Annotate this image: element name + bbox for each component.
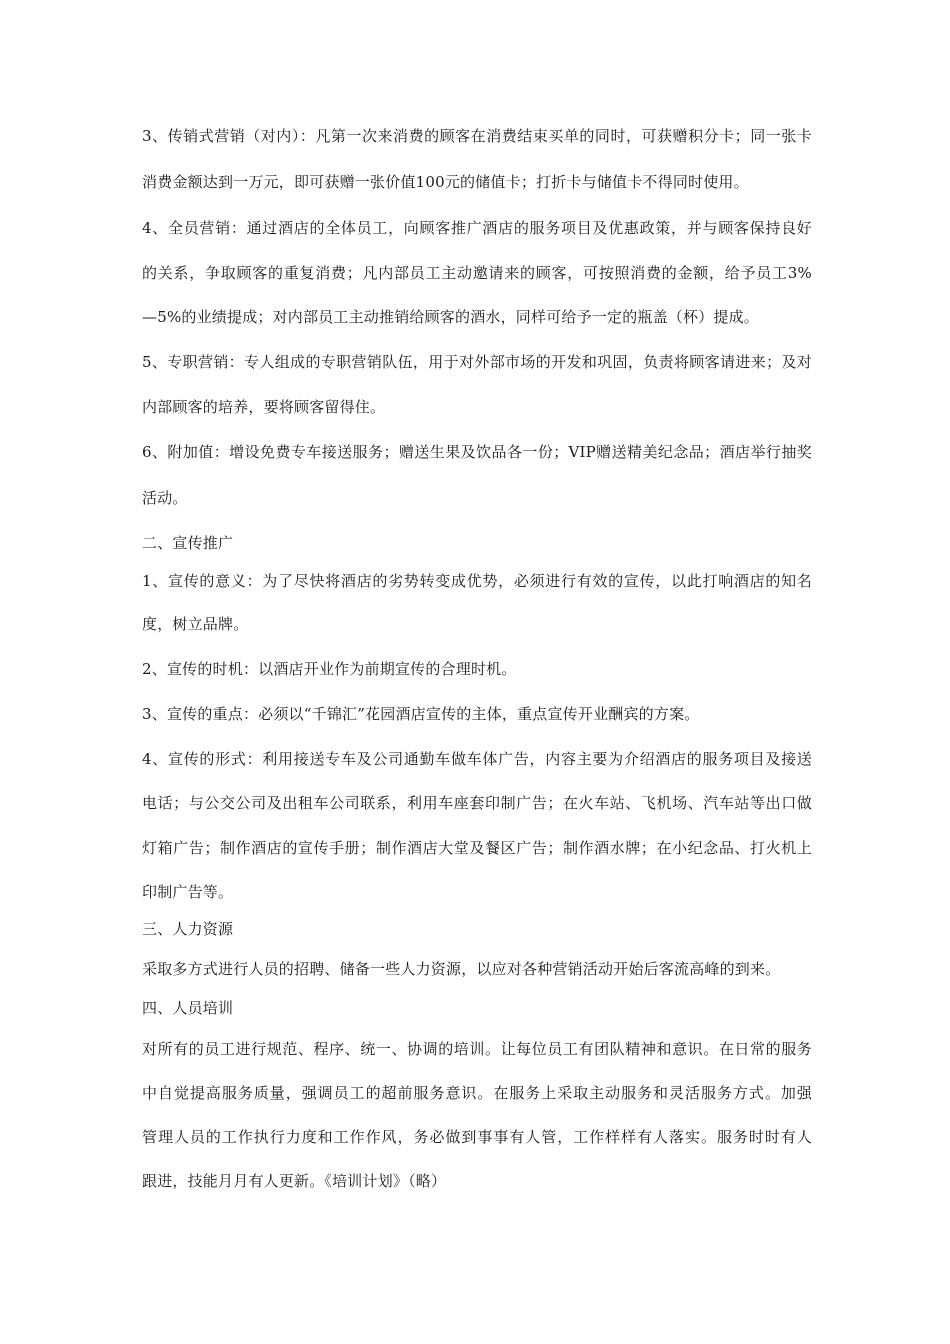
paragraph-line: 管理人员的工作执行力度和工作作风，务必做到事事有人管，工作样样有人落实。服务时时有人 (142, 1128, 812, 1146)
paragraph-line: 活动。 (142, 489, 188, 507)
paragraph-line: —5%的业绩提成；对内部员工主动推销给顾客的酒水，同样可给予一定的瓶盖（杯）提成。 (142, 308, 760, 326)
paragraph-line: 1、宣传的意义：为了尽快将酒店的劣势转变成优势，必须进行有效的宣传，以此打响酒店的知名 (142, 572, 812, 590)
paragraph-line: 5、专职营销：专人组成的专职营销队伍，用于对外部市场的开发和巩固，负责将顾客请进来；及对 (142, 353, 812, 371)
paragraph-line: 灯箱广告；制作酒店的宣传手册；制作酒店大堂及餐区广告；制作酒水牌；在小纪念品、打火机上 (142, 839, 812, 857)
paragraph-line: 跟进，技能月月有人更新。《培训计划》（略） (142, 1172, 447, 1190)
paragraph-line: 度，树立品牌。 (142, 615, 249, 633)
paragraph-line: 印制广告等。 (142, 883, 234, 901)
paragraph-line: 采取多方式进行人员的招聘、储备一些人力资源，以应对各种营销活动开始后客流高峰的到来。 (142, 960, 781, 978)
section-heading: 二、宣传推广 (142, 534, 234, 552)
paragraph-line: 6、附加值：增设免费专车接送服务；赠送生果及饮品各一份；VIP赠送精美纪念品；酒店举行抽奖 (142, 443, 812, 461)
paragraph-line: 内部顾客的培养，要将顾客留得住。 (142, 398, 386, 416)
paragraph-line: 电话；与公交公司及出租车公司联系，利用车座套印制广告；在火车站、飞机场、汽车站等出口做 (142, 794, 812, 812)
paragraph-line: 的关系，争取顾客的重复消费；凡内部员工主动邀请来的顾客，可按照消费的金额，给予员工3% (142, 264, 812, 282)
paragraph-line: 消费金额达到一万元，即可获赠一张价值100元的储值卡；打折卡与储值卡不得同时使用。 (142, 173, 749, 191)
paragraph-line: 对所有的员工进行规范、程序、统一、协调的培训。让每位员工有团队精神和意识。在日常的服务 (142, 1040, 812, 1058)
paragraph-line: 4、全员营销：通过酒店的全体员工，向顾客推广酒店的服务项目及优惠政策，并与顾客保持良好 (142, 219, 812, 237)
section-heading: 四、人员培训 (142, 999, 234, 1017)
paragraph-line: 4、宣传的形式：利用接送专车及公司通勤车做车体广告，内容主要为介绍酒店的服务项目及接送 (142, 750, 812, 768)
section-heading: 三、人力资源 (142, 920, 234, 938)
paragraph-line: 中自觉提高服务质量，强调员工的超前服务意识。在服务上采取主动服务和灵活服务方式。加强 (142, 1084, 812, 1102)
paragraph-line: 3、传销式营销（对内）：凡第一次来消费的顾客在消费结束买单的同时，可获赠积分卡；同一张卡 (142, 127, 812, 145)
paragraph-line: 2、宣传的时机：以酒店开业作为前期宣传的合理时机。 (142, 660, 517, 678)
paragraph-line: 3、宣传的重点：必须以“千锦汇”花园酒店宣传的主体，重点宣传开业酬宾的方案。 (142, 705, 700, 723)
